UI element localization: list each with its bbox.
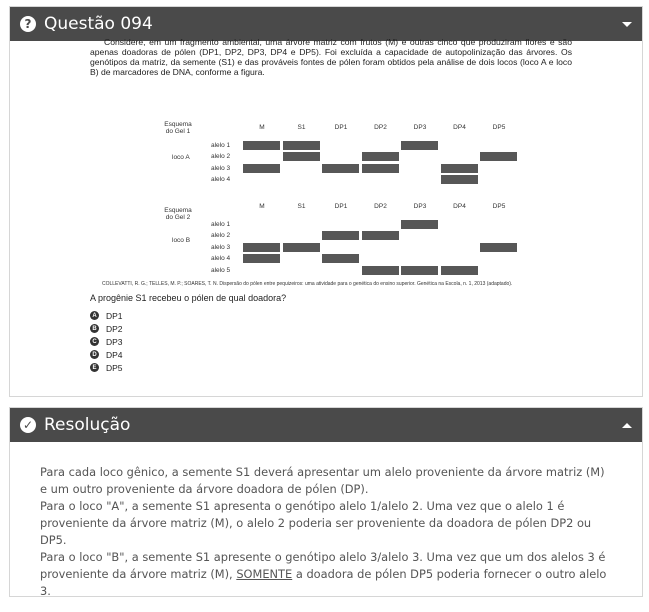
gel-2-title: Esquema do Gel 2 [164,207,192,221]
resolution-paragraph: Para cada loco gênico, a semente S1 deverá apresentar um alelo proveniente da árvore matriz (M) e um outro proveniente da árvore doadora de pólen (DP). [40,465,605,496]
gel-column-label: S1 [297,203,306,210]
option-letter-badge: E [90,363,99,372]
resolution-panel-header[interactable] [10,408,642,442]
gel-2-locus-label: loco B [172,237,191,244]
option-letter-badge: A [90,311,99,320]
allele-label: alelo 3 [211,243,231,251]
option-b[interactable] [90,322,123,335]
gel-band [362,152,399,161]
option-letter-badge: B [90,324,99,333]
gel-band [322,254,359,263]
allele-label: alelo 2 [211,232,231,240]
allele-label: alelo 3 [211,164,231,172]
gel-band [243,243,280,252]
gel-1-title: Esquema do Gel 1 [164,121,192,135]
allele-label: alelo 1 [211,221,231,228]
option-d[interactable] [90,348,123,361]
gel-column-label: DP5 [492,124,506,131]
gel-band [322,231,359,240]
gel-column-label: S1 [297,124,306,131]
gel-band [401,266,438,275]
gel-band [362,231,399,240]
gel-band [362,266,399,275]
gel-band [243,164,280,173]
allele-label: alelo 5 [211,266,231,274]
gel-column-label: DP3 [413,203,427,210]
gel-column-label: DP1 [334,124,348,131]
allele-label: alelo 1 [211,142,231,149]
option-label: DP3 [106,336,123,347]
resolution-text [40,464,615,600]
figure-credit: COLLEVATTI, R. G.; TELLES, M. P.; SOARES, T. N. Dispersão do pólen entre pequizeiros: uma atividade para o genética do ensino superior. Genética na Escola, n. 1, 2013 (adaptado). [102,281,513,287]
gel-column-label: DP2 [374,124,387,131]
option-a[interactable] [90,309,123,322]
gel-column-label: DP1 [334,203,348,210]
allele-label: alelo 4 [211,255,231,263]
gel-band [441,266,478,275]
gel-2-diagram [90,201,572,281]
chevron-down-icon[interactable] [622,22,632,27]
option-letter-badge: C [90,337,99,346]
check-circle-icon: ✓ [20,417,36,433]
question-prompt: A progênie S1 recebeu o pólen de qual doadora? [90,293,287,303]
gel-column-label: DP4 [453,203,466,210]
gel-band [480,243,517,252]
gel-band [480,152,517,161]
gel-column-label: DP2 [374,203,387,210]
emphasis-somente: SOMENTE [236,567,293,581]
gel-band [322,164,359,173]
option-e[interactable] [90,361,123,374]
gel-band [243,141,280,150]
gel-column-label: DP5 [492,203,506,210]
question-panel-header[interactable] [10,7,642,41]
gel-band [362,164,399,173]
question-title: Questão 094 [44,14,153,34]
question-panel [9,6,643,397]
gel-column-label: M [259,124,265,131]
gel-band [243,254,280,263]
gel-band [283,243,320,252]
gel-column-label: DP3 [413,124,427,131]
option-label: DP2 [106,323,123,334]
gel-band [283,141,320,150]
gel-band [401,220,438,229]
chevron-up-icon[interactable] [622,423,632,428]
gel-1-diagram [90,111,572,191]
gel-1-locus-label: loco A [172,154,190,161]
option-label: DP5 [106,362,123,373]
gel-band [441,175,478,184]
allele-label: alelo 2 [211,153,231,161]
gel-column-label: M [259,203,265,210]
option-label: DP1 [106,310,123,321]
gel-band [401,141,438,150]
option-c[interactable] [90,335,123,348]
allele-label: alelo 4 [211,176,231,184]
help-icon: ? [20,16,36,32]
gel-band [441,164,478,173]
question-figure [90,37,572,373]
resolution-paragraph: Para o loco "B", a semente S1 apresente o genótipo alelo 3/alelo 3. Uma vez que um dos alelos 3 é proveniente da árvore matriz (M), SOMENTE a doadora de pólen DP5 poderia fornecer o outro alelo 3. [40,550,607,598]
resolution-panel [9,407,643,597]
question-intro: Considere, em um fragmento ambiental, uma árvore matriz com frutos (M) e outras cinco que produziram flores e são apenas doadoras de pólen (DP1, DP2, DP3, DP4 e DP5). Foi excluída a capacidade de autopolinização das árvores. Os genótipos da matriz, da semente (S1) e das prováveis fontes de pólen foram obtidos pela análise de dois locos (loco A e loco B) de marcadores de DNA, conforme a figura. [90,37,572,77]
resolution-title: Resolução [44,415,131,435]
answer-options [90,309,123,374]
resolution-paragraph: Para o loco "A", a semente S1 apresenta o genótipo alelo 1/alelo 2. Uma vez que o alelo 1 é proveniente da árvore matriz (M), o alelo 2 poderia ser proveniente da doadora de pólen DP2 ou DP5. [40,499,592,547]
option-label: DP4 [106,349,123,360]
gel-band [283,152,320,161]
option-letter-badge: D [90,350,99,359]
gel-column-label: DP4 [453,124,466,131]
